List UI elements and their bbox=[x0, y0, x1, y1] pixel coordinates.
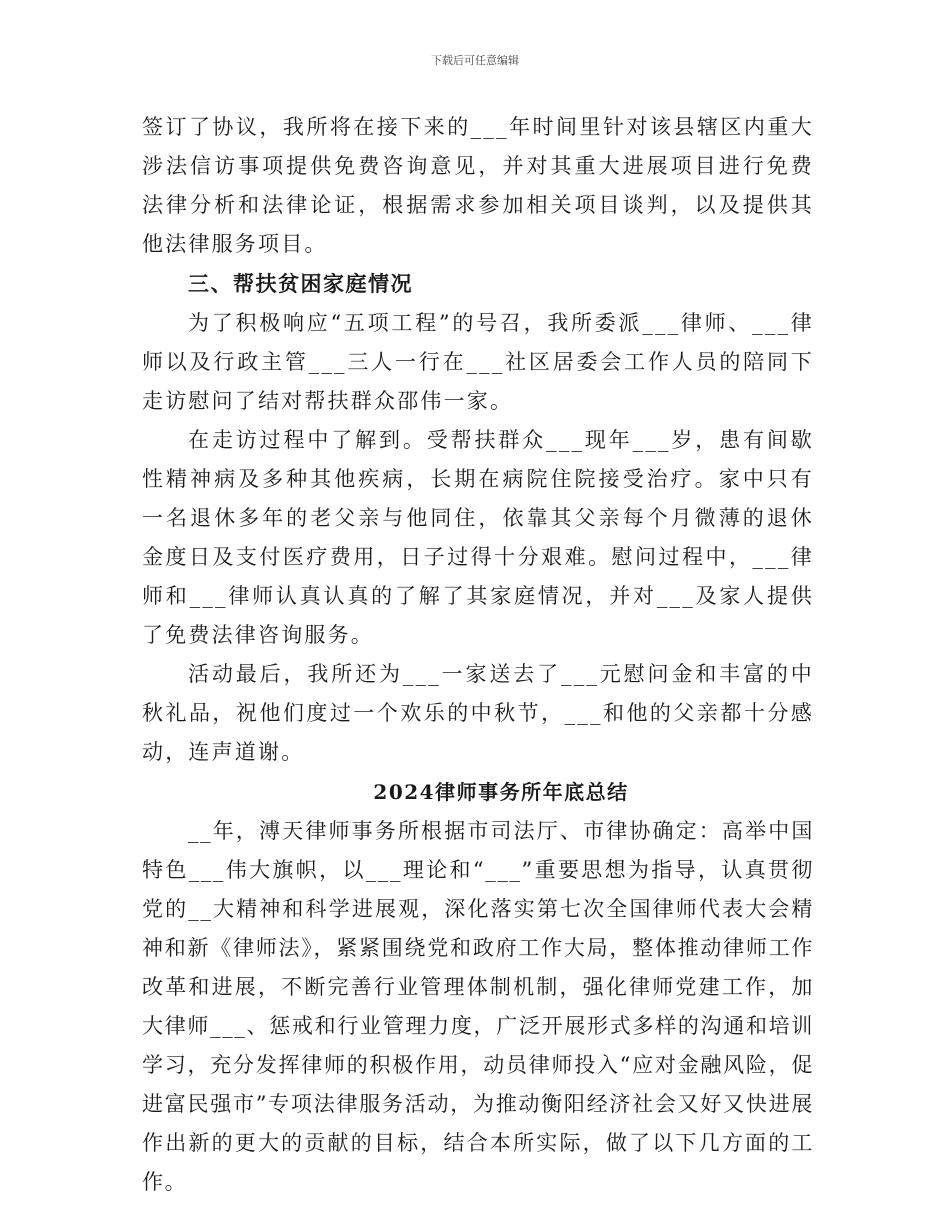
section-heading-poverty-aid: 三、帮扶贫困家庭情况 bbox=[188, 271, 413, 296]
header-note: 下载后可任意编辑 bbox=[431, 54, 519, 67]
paragraph-agreement: 签订了协议，我所将在接下来的___年时间里针对该县辖区内重大涉法信访事项提供免费咨询意见，并对其重大进展项目进行免费法律分析和法律论证，根据需求参加相关项目谈判，以及提供其他法律服务项目。 bbox=[142, 115, 814, 256]
paragraph-visit: 为了积极响应“五项工程”的号召，我所委派___律师、___律师以及行政主管___三人一行在___社区居委会工作人员的陪同下走访慰问了结对帮扶群众邵伟一家。 bbox=[142, 311, 814, 413]
paragraph-annual-summary: __年，溥天律师事务所根据市司法厅、市律协确定：高举中国特色___伟大旗帜，以___理论和“___”重要思想为指导，认真贯彻党的__大精神和科学进展观，深化落实第七次全国律师代表大会精神和新《律师法》，紧紧围绕党和政府工作大局，整体推动律师工作改革和进展，不断完善行业管理体制机制，强化律师党建工作，加大律师___、惩戒和行业管理力度，广泛开展形式多样的沟通和培训学习，充分发挥律师的积极作用，动员律师投入“应对金融风险，促进富民强市”专项法律服务活动，为推动衡阳经济社会又好又快进展作出新的更大的贡献的目标，结合本所实际，做了以下几方面的工作。 bbox=[142, 819, 814, 1194]
paragraph-family-situation: 在走访过程中了解到。受帮扶群众___现年___岁，患有间歇性精神病及多种其他疾病，长期在病院住院接受治疗。家中只有一名退休多年的老父亲与他同住，依靠其父亲每个月微薄的退休金度日及支付医疗费用，日子过得十分艰难。慰问过程中，___律师和___律师认真认真的了解了其家庭情况，并对___及家人提供了免费法律咨询服务。 bbox=[142, 428, 814, 647]
paragraph-activity-end: 活动最后，我所还为___一家送去了___元慰问金和丰富的中秋礼品，祝他们度过一个欢乐的中秋节，___和他的父亲都十分感动，连声道谢。 bbox=[142, 662, 814, 764]
document-title: 2024律师事务所年底总结 bbox=[373, 780, 629, 804]
document-body bbox=[142, 108, 814, 1202]
